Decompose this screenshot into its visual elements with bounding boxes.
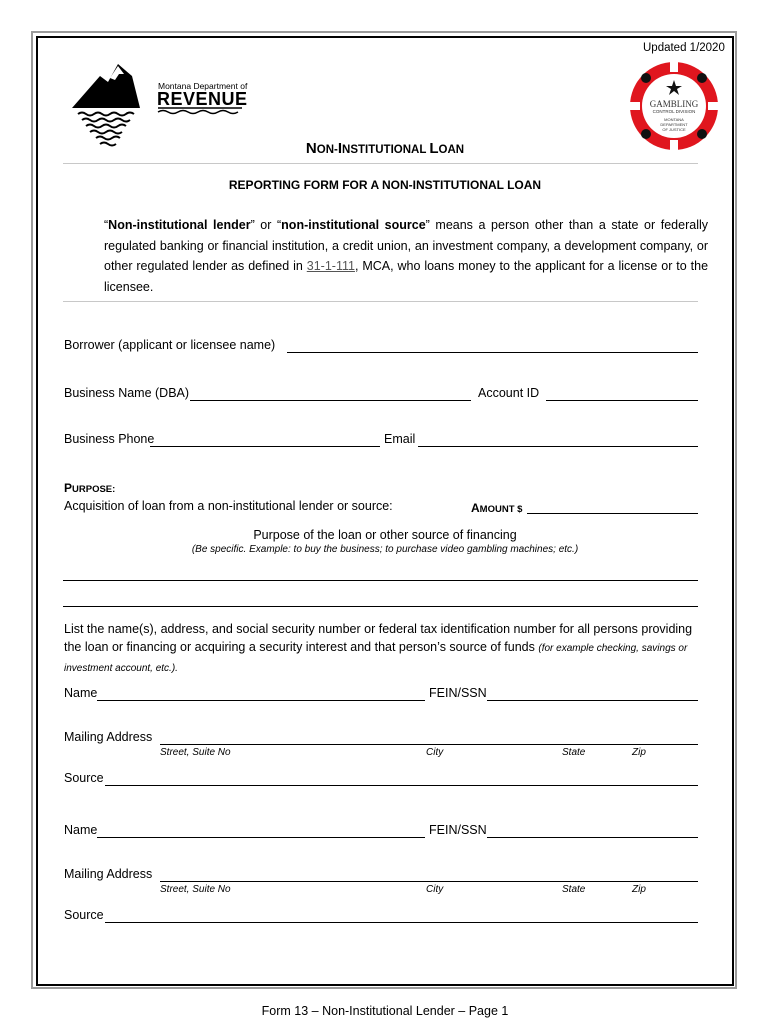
entry2-fein-label: FEIN/SSN bbox=[429, 823, 487, 837]
definition-paragraph: “Non-institutional lender” or “non-institutional source” means a person other than a state or federally regulated banking or financial institution, a credit union, an investment company, a development company, or other regulated lender as defined in 31-1-111, MCA, who loans money to the applicant for a license or to the licensee. bbox=[104, 218, 709, 294]
seal-title: GAMBLING bbox=[649, 99, 699, 109]
page-title: NON-INSTITUTIONAL LOAN bbox=[305, 140, 465, 157]
mca-reference-link[interactable]: 31-1-111 bbox=[306, 259, 355, 273]
seal-text-1: MONTANA bbox=[664, 117, 684, 122]
entry2-fein-field[interactable] bbox=[487, 837, 698, 838]
entry2-mailing-field[interactable] bbox=[160, 881, 698, 882]
entry2-state-caption: State bbox=[562, 884, 586, 895]
logo-revenue-text: REVENUE bbox=[157, 89, 248, 109]
definition-divider bbox=[63, 301, 698, 302]
seal-subtitle: CONTROL DIVISION bbox=[652, 109, 696, 114]
term-source: non-institutional source bbox=[281, 218, 426, 232]
entry2-zip-caption: Zip bbox=[632, 884, 646, 895]
page-footer: Form 13 – Non-Institutional Lender – Page 1 bbox=[261, 1004, 509, 1018]
purpose-field-line-1[interactable] bbox=[63, 580, 698, 581]
entry2-mailing-label: Mailing Address bbox=[64, 867, 153, 881]
entry1-fein-label: FEIN/SSN bbox=[429, 686, 487, 700]
entry1-fein-field[interactable] bbox=[487, 700, 698, 701]
entry2-source-field[interactable] bbox=[105, 922, 698, 923]
term-lender: Non-institutional lender bbox=[108, 218, 251, 232]
account-id-field[interactable] bbox=[546, 400, 698, 401]
purpose-hint: (Be specific. Example: to buy the business; to purchase video gambling machines; etc.) bbox=[191, 544, 579, 555]
email-label: Email bbox=[384, 432, 416, 446]
gambling-control-seal bbox=[628, 60, 720, 152]
entry1-source-field[interactable] bbox=[105, 785, 698, 786]
entry1-name-label: Name bbox=[64, 686, 98, 700]
entry2-source-label: Source bbox=[64, 908, 104, 922]
title-divider bbox=[63, 163, 698, 164]
updated-date: Updated 1/2020 bbox=[643, 42, 725, 54]
entry1-name-field[interactable] bbox=[97, 700, 425, 701]
amount-field[interactable] bbox=[527, 513, 698, 514]
seal-text-3: OF JUSTICE bbox=[662, 127, 686, 132]
borrower-field[interactable] bbox=[287, 352, 698, 353]
seal-text-2: DEPARTMENT bbox=[660, 122, 688, 127]
borrower-label: Borrower (applicant or licensee name) bbox=[64, 338, 276, 352]
logo-department-text: Montana Department of bbox=[158, 81, 248, 91]
business-phone-field[interactable] bbox=[150, 446, 380, 447]
entry1-mailing-label: Mailing Address bbox=[64, 730, 153, 744]
purpose-loan-heading: Purpose of the loan or other source of financing bbox=[253, 528, 517, 542]
email-field[interactable] bbox=[418, 446, 698, 447]
entry2-street-caption: Street, Suite No bbox=[160, 884, 231, 895]
entry1-source-label: Source bbox=[64, 771, 104, 785]
entry1-street-caption: Street, Suite No bbox=[160, 747, 231, 758]
business-name-label: Business Name (DBA) bbox=[64, 386, 190, 400]
entry1-city-caption: City bbox=[426, 747, 444, 758]
entry1-state-caption: State bbox=[562, 747, 586, 758]
entry1-mailing-field[interactable] bbox=[160, 744, 698, 745]
entry2-city-caption: City bbox=[426, 884, 444, 895]
persons-instruction: List the name(s), address, and social security number or federal tax identification number for all persons providing the loan or financing or acquiring a security interest and that person’s source of funds (for example checking, savings or investment account, etc.). bbox=[64, 622, 693, 674]
acquisition-label: Acquisition of loan from a non-institutional lender or source: bbox=[64, 499, 393, 513]
business-phone-label: Business Phone bbox=[64, 432, 155, 446]
purpose-field-line-2[interactable] bbox=[63, 606, 698, 607]
purpose-heading: PURPOSE: bbox=[64, 481, 116, 495]
revenue-logo bbox=[70, 62, 248, 152]
entry2-name-field[interactable] bbox=[97, 837, 425, 838]
entry2-name-label: Name bbox=[64, 823, 98, 837]
business-name-field[interactable] bbox=[190, 400, 471, 401]
entry1-zip-caption: Zip bbox=[632, 747, 646, 758]
amount-label: AMOUNT $ bbox=[471, 501, 523, 515]
account-id-label: Account ID bbox=[478, 386, 540, 400]
form-subtitle: REPORTING FORM FOR A NON-INSTITUTIONAL LOAN bbox=[228, 178, 542, 192]
